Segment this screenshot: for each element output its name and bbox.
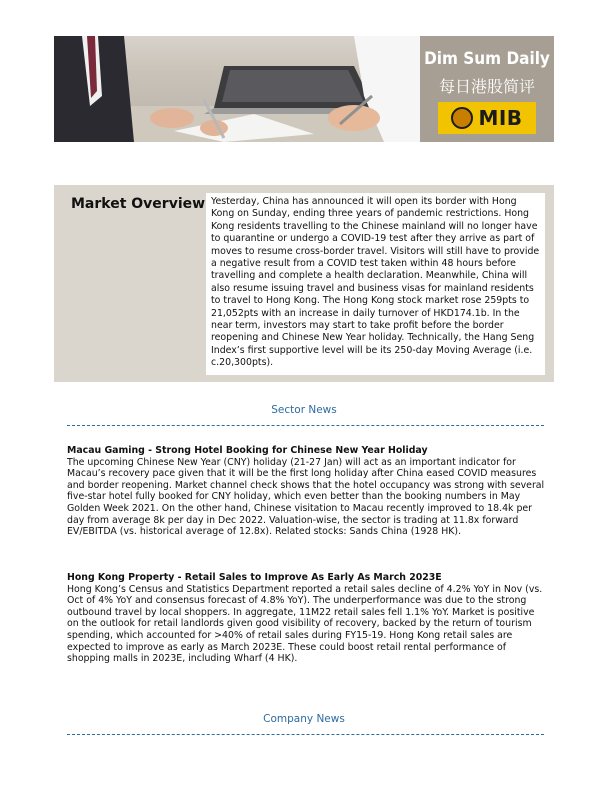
header-photo [54, 36, 420, 142]
company-news-divider [67, 734, 544, 735]
sector-news-heading: Sector News [271, 404, 337, 416]
mib-logo-text: MIB [478, 106, 523, 130]
brand-subtitle-chinese: 每日港股简评 [438, 77, 535, 96]
mib-logo [438, 102, 536, 134]
article-body: The upcoming Chinese New Year (CNY) holiday (21-27 Jan) will act as an important indicator for Macau’s recovery pace given that it will be the first long holiday after China eased COVID measures and border reopening. Market channel check shows that the hotel occupancy was strong with several five-star hotel fully booked for CNY holiday, which even better than the booking numbers in May Golden Week 2021. On the other hand, Chinese visitation to Macau recently improved to 18.4k per day from average 8k per day in Dec 2022. Valuation-wise, the sector is trading at 11.8x forward EV/EBITDA (vs. historical average of 12.8x). Related stocks: Sands China (1928 HK). [67, 456, 545, 538]
businesspeople-at-laptop-image [54, 36, 420, 142]
company-news-heading: Company News [263, 713, 345, 725]
brand-title: Dim Sum Daily [424, 49, 550, 69]
article-headline: Hong Kong Property - Retail Sales to Improve As Early As March 2023E [67, 572, 442, 583]
header-banner [54, 36, 554, 142]
market-overview-text: Yesterday, China has announced it will open its border with Hong Kong on Sunday, ending three years of pandemic restrictions. Hong Kong residents travelling to the Chinese mainland will no longer have to quarantine or undergo a COVID-19 test after they arrive as part of moves to resume cross-border travel. Visitors will still have to provide a negative result from a COVID test taken within 48 hours before travelling and complete a health declaration. Meanwhile, China will also resume issuing travel and business visas for mainland residents to travel to Hong Kong. The Hong Kong stock market rose 259pts to 21,052pts with an increase in daily turnover of HKD174.1b. In the near term, investors may start to take profit before the border reopening and Chinese New Year holiday. Technically, the Hang Seng Index’s first supportive level will be its 250-day Moving Average (i.e. c.20,300pts). [206, 193, 545, 375]
article-hk-property [67, 572, 547, 665]
brand-panel [420, 36, 554, 142]
market-overview-box [54, 185, 554, 382]
mib-seal-icon [451, 107, 473, 129]
article-body: Hong Kong’s Census and Statistics Department reported a retail sales decline of 4.2% YoY in Nov (vs. Oct of 4% YoY and consensus forecast of 4.8% YoY). The underperformance was due to the strong outbound travel by local shoppers. In aggregate, 11M22 retail sales fell 1.1% YoY. Market is positive on the outlook for retail landlords given good visibility of recovery, backed by the return of tourism spending, which accounted for >40% of retail sales during FY15-19. Hong Kong retail sales are expected to improve as early as March 2023E. These could boost retail rental performance of shopping malls in 2023E, including Wharf (4 HK). [67, 583, 543, 665]
article-macau-gaming [67, 445, 547, 538]
article-headline: Macau Gaming - Strong Hotel Booking for Chinese New Year Holiday [67, 445, 428, 456]
market-overview-title: Market Overview [71, 196, 206, 212]
sector-news-divider [67, 425, 544, 426]
